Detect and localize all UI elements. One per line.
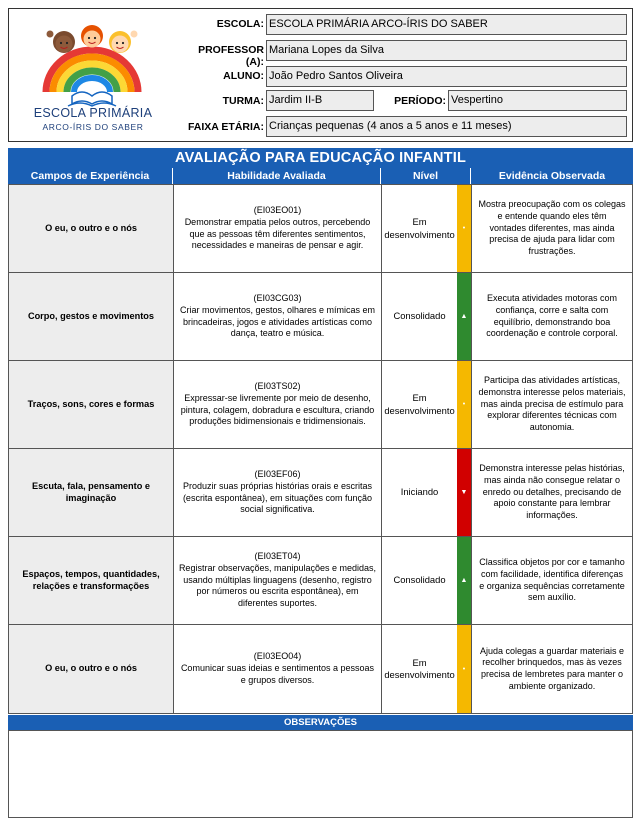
- observacoes-header: OBSERVAÇÕES: [8, 715, 633, 730]
- evidencia-cell: Executa atividades motoras com confiança, corre e salta com equilíbrio, demonstrando boa coordenação e controle corporal.: [471, 273, 632, 360]
- habilidade-cell: [173, 449, 381, 536]
- habilidade-code: (EI03EO04): [253, 651, 302, 662]
- aluno-label: ALUNO:: [223, 70, 264, 82]
- habilidade-code: (EI03EO01): [253, 205, 302, 216]
- logo-title: ESCOLA PRIMÁRIA: [33, 106, 153, 120]
- faixa-etaria-field[interactable]: Crianças pequenas (4 anos a 5 anos e 11 meses): [266, 116, 627, 137]
- campo-cell: Escuta, fala, pensamento e imaginação: [9, 449, 173, 536]
- habilidade-code: (EI03TS02): [254, 381, 301, 392]
- col-header-habilidade: Habilidade Avaliada: [172, 168, 380, 184]
- school-logo: [14, 14, 172, 138]
- level-indicator-icon: ▼: [457, 449, 471, 536]
- habilidade-text: Comunicar suas ideias e sentimentos a pessoas e grupos diversos.: [180, 663, 375, 685]
- habilidade-text: Produzir suas próprias histórias orais e escritas (escrita espontânea), em situações com função social significativa.: [182, 480, 373, 515]
- turma-label: TURMA:: [222, 95, 264, 107]
- habilidade-cell: [173, 273, 381, 360]
- level-indicator-icon: •: [457, 185, 471, 272]
- turma-field[interactable]: Jardim II-B: [266, 90, 374, 111]
- habilidade-code: (EI03CG03): [253, 293, 302, 304]
- table-header: [8, 168, 633, 184]
- periodo-field[interactable]: Vespertino: [448, 90, 627, 111]
- habilidade-text: Criar movimentos, gestos, olhares e mímicas em brincadeiras, jogos e atividades artísticas como dança, teatro e música.: [179, 304, 376, 339]
- habilidade-code: (EI03EF06): [254, 469, 301, 480]
- habilidade-text: Registrar observações, manipulações e medidas, usando múltiplas linguagens (desenho, registro por números ou escrita espontânea), em diferentes suportes.: [178, 562, 377, 609]
- col-header-nivel: Nível: [380, 168, 470, 184]
- level-indicator-icon: ▲: [457, 537, 471, 624]
- nivel-cell[interactable]: Consolidado: [381, 273, 457, 360]
- habilidade-cell: [173, 625, 381, 713]
- evidencia-cell: Participa das atividades artísticas, demonstra interesse pelos materiais, mas ainda precisa de estímulo para explorar diferentes técnicas com autonomia.: [471, 361, 632, 448]
- aluno-field[interactable]: João Pedro Santos Oliveira: [266, 66, 627, 87]
- faixa-etaria-label: FAIXA ETÁRIA:: [187, 121, 264, 133]
- campo-cell: O eu, o outro e o nós: [9, 185, 173, 272]
- table-row: [8, 448, 633, 537]
- table-row: [8, 360, 633, 449]
- observacoes-textarea[interactable]: [8, 730, 633, 818]
- level-indicator-icon: •: [457, 361, 471, 448]
- escola-field[interactable]: ESCOLA PRIMÁRIA ARCO-ÍRIS DO SABER: [266, 14, 627, 35]
- level-indicator-icon: ▲: [457, 273, 471, 360]
- periodo-label: PERÍODO:: [394, 95, 446, 107]
- nivel-cell[interactable]: Em desenvolvimento: [381, 185, 457, 272]
- evidencia-cell: Demonstra interesse pelas histórias, mas ainda não consegue relatar o enredo ou detalhes, precisando de apoio constante para lembrar informações.: [471, 449, 632, 536]
- evidencia-cell: Classifica objetos por cor e tamanho com facilidade, identifica diferenças e organiza sequências corretamente sem auxílio.: [471, 537, 632, 624]
- escola-label: ESCOLA:: [216, 18, 264, 30]
- table-row: [8, 536, 633, 625]
- nivel-cell[interactable]: Em desenvolvimento: [381, 625, 457, 713]
- page-title: AVALIAÇÃO PARA EDUCAÇÃO INFANTIL: [8, 148, 633, 168]
- habilidade-cell: [173, 537, 381, 624]
- table-row: [8, 272, 633, 361]
- habilidade-code: (EI03ET04): [254, 551, 301, 562]
- col-header-campos: Campos de Experiência: [30, 170, 150, 182]
- habilidade-cell: [173, 185, 381, 272]
- evidencia-cell: Mostra preocupação com os colegas e entende quando eles têm vontades diferentes, mas ainda precisa de ajuda para lidar com frustrações.: [471, 185, 632, 272]
- col-header-evidencia: Evidência Observada: [470, 168, 633, 184]
- habilidade-cell: [173, 361, 381, 448]
- campo-cell: Espaços, tempos, quantidades, relações e transformações: [9, 537, 173, 624]
- campo-cell: Traços, sons, cores e formas: [9, 361, 173, 448]
- campo-cell: O eu, o outro e o nós: [9, 625, 173, 713]
- professor-field[interactable]: Mariana Lopes da Silva: [266, 40, 627, 61]
- level-indicator-icon: •: [457, 625, 471, 713]
- habilidade-text: Demonstrar empatia pelos outros, percebendo que as pessoas têm diferentes sentimentos, necessidades e maneiras de pensar e agir.: [184, 216, 371, 251]
- evidencia-cell: Ajuda colegas a guardar materiais e recolher brinquedos, mas às vezes precisa de lembretes para manter o ambiente organizado.: [471, 625, 632, 713]
- nivel-cell[interactable]: Em desenvolvimento: [381, 361, 457, 448]
- table-row: [8, 184, 633, 273]
- nivel-cell[interactable]: Iniciando: [381, 449, 457, 536]
- professor-label: PROFESSOR (A):: [198, 44, 264, 68]
- campo-cell: Corpo, gestos e movimentos: [9, 273, 173, 360]
- table-row: [8, 624, 633, 714]
- logo-subtitle: ARCO-ÍRIS DO SABER: [42, 122, 144, 132]
- habilidade-text: Expressar-se livremente por meio de desenho, pintura, colagem, dobradura e escultura, criando produções bidimensionais e tridimensionais.: [180, 392, 375, 427]
- nivel-cell[interactable]: Consolidado: [381, 537, 457, 624]
